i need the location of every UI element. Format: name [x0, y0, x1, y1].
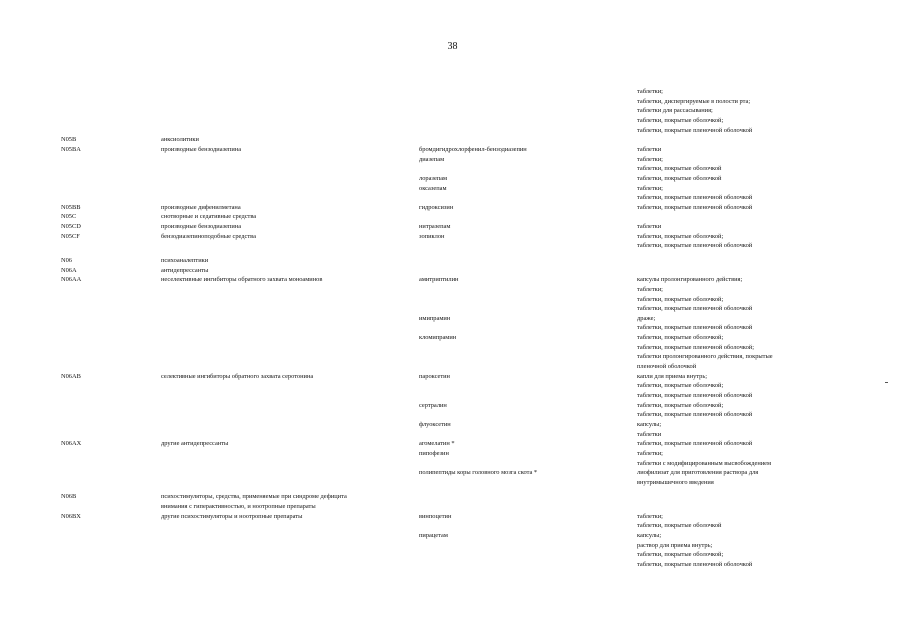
drug-name: пипофезин — [419, 449, 449, 457]
dosage-form: таблетки, покрытые оболочкой; — [637, 382, 724, 390]
dosage-form: капли для приема внутрь; — [637, 372, 708, 380]
atc-group-name: анксиолитики — [161, 136, 199, 144]
dosage-form: таблетки, покрытые пленочной оболочкой — [637, 203, 753, 211]
drug-name: лоразепам — [419, 174, 448, 182]
dosage-form: таблетки для рассасывания; — [637, 107, 713, 115]
dosage-form: таблетки, покрытые оболочкой — [637, 174, 722, 182]
dosage-form: таблетки, покрытые пленочной оболочкой — [637, 324, 753, 332]
margin-mark — [885, 382, 888, 383]
atc-group-name: снотворные и седативные средства — [161, 213, 257, 221]
drug-name: имипрамин — [419, 314, 451, 322]
atc-group-name: антидепрессанты — [161, 266, 209, 274]
drug-name: бромдигидрохлорфенил-бензодиазепин — [419, 145, 527, 153]
drug-name: полипептиды коры головного мозга скота * — [419, 469, 538, 477]
atc-group-name: психоаналептики — [161, 256, 209, 264]
drug-name: амитриптилин — [419, 276, 459, 284]
atc-code: N05CF — [61, 232, 80, 240]
page-number: 38 — [447, 41, 458, 52]
atc-group-name: другие антидепрессанты — [161, 440, 229, 448]
dosage-form: таблетки, покрытые пленочной оболочкой; — [637, 343, 754, 351]
dosage-form: таблетки, диспергируемые в полости рта; — [637, 97, 751, 105]
dosage-form: таблетки, покрытые пленочной оболочкой — [637, 440, 753, 448]
dosage-form: таблетки, покрытые оболочкой — [637, 522, 722, 530]
drug-name: оксазепам — [419, 184, 447, 192]
drug-name: кломипрамин — [419, 334, 457, 342]
dosage-form: таблетки, покрытые пленочной оболочкой — [637, 126, 753, 134]
dosage-form: таблетки, покрытые оболочкой; — [637, 334, 724, 342]
dosage-form: таблетки — [637, 223, 662, 231]
drug-name: агомелатин * — [419, 440, 455, 448]
dosage-form: таблетки, покрытые пленочной оболочкой — [637, 411, 753, 419]
atc-group-name: селективные ингибиторы обратного захвата серотонина — [161, 372, 314, 380]
dosage-form: таблетки — [637, 430, 662, 438]
dosage-form: капсулы; — [637, 420, 662, 428]
dosage-form: таблетки; — [637, 155, 663, 163]
dosage-form: таблетки, покрытые пленочной оболочкой — [637, 242, 753, 250]
atc-group-name: производные бензодиазепина — [161, 145, 242, 153]
dosage-form: драже; — [637, 314, 656, 322]
drug-name: зопиклон — [419, 232, 445, 240]
dosage-form: таблетки пролонгированного действия, покрытые — [637, 353, 773, 361]
dosage-form: таблетки, покрытые оболочкой; — [637, 295, 724, 303]
dosage-form: таблетки; — [637, 285, 663, 293]
dosage-form: таблетки; — [637, 449, 663, 457]
dosage-form: таблетки — [637, 145, 662, 153]
drug-name: пароксетин — [419, 372, 450, 380]
dosage-form: таблетки, покрытые пленочной оболочкой — [637, 194, 753, 202]
atc-group-name: психостимуляторы, средства, применяемые при синдроме дефицита — [161, 493, 347, 501]
dosage-form: таблетки, покрытые пленочной оболочкой — [637, 392, 753, 399]
drug-name: диазепам — [419, 155, 445, 163]
dosage-form: внутримышечного введения — [637, 478, 714, 486]
dosage-form: таблетки, покрытые оболочкой; — [637, 232, 724, 240]
dosage-form: капсулы пролонгированного действия; — [637, 276, 743, 284]
dosage-form: таблетки; — [637, 184, 663, 192]
dosage-form: таблетки; — [637, 88, 663, 95]
drug-name: флуоксетин — [419, 420, 451, 428]
atc-group-name: другие психостимуляторы и ноотропные препараты — [161, 512, 303, 520]
atc-code: N06AB — [61, 372, 81, 380]
dosage-form: таблетки, покрытые оболочкой; — [637, 401, 724, 409]
atc-code: N05BA — [61, 145, 81, 153]
dosage-form: пленочной оболочкой — [637, 363, 697, 370]
atc-code: N06 — [61, 256, 73, 264]
atc-group-name: неселективные ингибиторы обратного захвата моноаминов — [161, 276, 323, 284]
atc-code: N06AA — [61, 276, 82, 284]
drug-name: гидроксизин — [419, 203, 454, 211]
atc-code: N06A — [61, 266, 77, 274]
dosage-form: таблетки, покрытые пленочной оболочкой — [637, 560, 753, 568]
dosage-form: таблетки, покрытые оболочкой; — [637, 551, 724, 559]
atc-group-name: бензодиазепиноподобные средства — [161, 232, 256, 240]
dosage-form: таблетки, покрытые оболочкой; — [637, 117, 724, 124]
drug-name: пирацетам — [419, 531, 448, 539]
atc-code: N05B — [61, 136, 77, 144]
dosage-form: таблетки, покрытые оболочкой — [637, 165, 722, 173]
atc-code: N06BX — [61, 512, 81, 520]
dosage-form: лиофилизат для приготовления раствора для — [637, 469, 759, 477]
atc-code: N05CD — [61, 223, 81, 231]
dosage-form: раствор для приема внутрь; — [637, 541, 713, 549]
dosage-form: таблетки с модифицированным высвобождением — [637, 459, 772, 467]
atc-code: N06AX — [61, 440, 82, 448]
drug-name: сертралин — [419, 401, 447, 409]
atc-group-name: производные дифенилметана — [161, 203, 241, 211]
atc-group-name: внимания с гиперактивностью, и ноотропные препараты — [161, 502, 316, 510]
atc-code: N05BB — [61, 203, 81, 211]
atc-group-name: производные бензодиазепина — [161, 223, 242, 231]
dosage-form: таблетки; — [637, 512, 663, 520]
drug-name: винпоцетин — [419, 512, 452, 520]
dosage-form: капсулы; — [637, 531, 662, 539]
dosage-form: таблетки, покрытые пленочной оболочкой — [637, 305, 753, 313]
atc-code: N06B — [61, 493, 77, 501]
drug-name: нитразепам — [419, 223, 451, 231]
atc-code: N05C — [61, 213, 77, 221]
